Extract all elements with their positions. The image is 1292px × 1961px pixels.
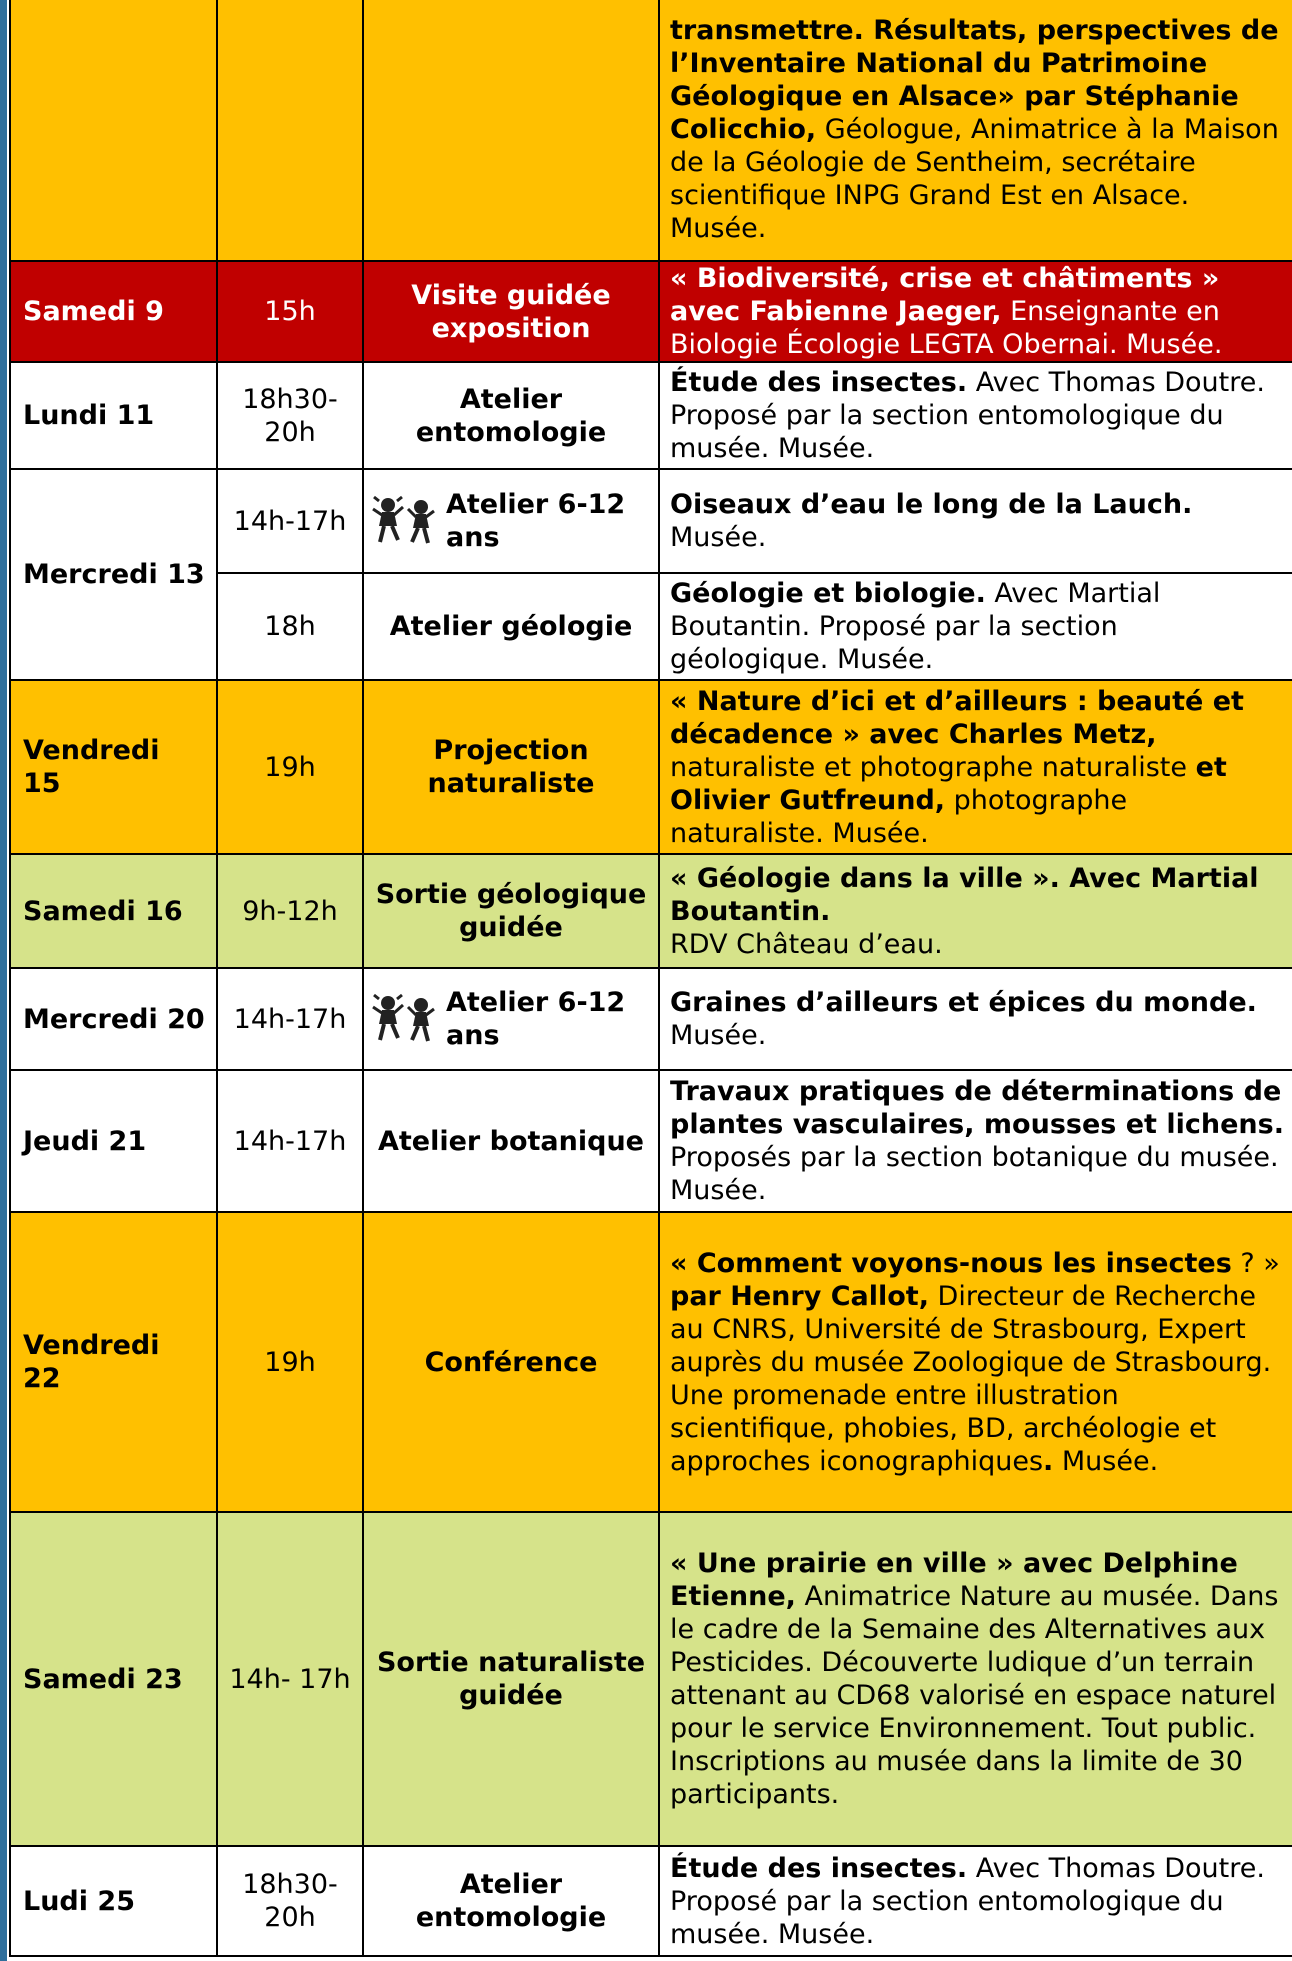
type-cell xyxy=(363,968,659,1070)
left-margin-bar xyxy=(0,0,7,1961)
description-text: naturaliste et photographe naturaliste xyxy=(670,751,1196,783)
description-bold: « Géologie dans la ville ». Avec Martial Boutantin. xyxy=(670,862,1259,927)
day-cell: Ludi 25 xyxy=(10,1846,217,1956)
description-text: Enseignante en Biologie Écologie LEGTA Obernai. Musée. xyxy=(670,296,1223,360)
type-cell: Sortie géologique guidée xyxy=(363,854,659,968)
type-label: Atelier 6-12 ans xyxy=(446,987,626,1051)
description-text-2: photographe naturaliste. Musée. xyxy=(670,784,1128,849)
day-cell: Vendredi 15 xyxy=(10,680,217,854)
description-cell xyxy=(659,469,1292,573)
type-label: Atelier 6-12 ans xyxy=(446,489,626,553)
description-bold: « Comment voyons-nous les insectes xyxy=(670,1247,1232,1279)
description-bold: Graines d’ailleurs et épices du monde. xyxy=(670,987,1257,1018)
time-cell: 14h-17h xyxy=(217,469,363,573)
description-bold: Travaux pratiques de déterminations de plantes vasculaires, mousses et lichens. xyxy=(670,1076,1284,1140)
description-cell xyxy=(659,1846,1292,1956)
type-cell: Atelier géologie xyxy=(363,573,659,680)
table-row xyxy=(10,1512,1292,1846)
table-row xyxy=(10,968,1292,1070)
day-cell: Mercredi 13 xyxy=(10,469,217,680)
description-bold: « Biodiversité, crise et châtiments » avec Fabienne Jaeger, xyxy=(670,263,1220,327)
time-cell xyxy=(217,0,363,261)
time-cell: 14h-17h xyxy=(217,968,363,1070)
day-cell: Jeudi 21 xyxy=(10,1070,217,1212)
description-text-2: Directeur de Recherche au CNRS, Université de Strasbourg, Expert auprès du musée Zoologique de Strasbourg. Une promenade entre illustration scientifique, phobies, BD, archéologie et approches iconographiques xyxy=(670,1280,1272,1477)
type-cell: Projection naturaliste xyxy=(363,680,659,854)
time-cell: 9h-12h xyxy=(217,854,363,968)
description-text: Proposés par la section botanique du musée. Musée. xyxy=(670,1142,1279,1206)
description-bold: « Une prairie en ville » avec Delphine Etienne, xyxy=(670,1548,1238,1612)
description-cell xyxy=(659,680,1292,854)
description-text-3: Musée. xyxy=(1053,1445,1159,1477)
table-row xyxy=(10,854,1292,968)
children-silhouette-icon xyxy=(370,993,442,1045)
description-text: Avec Martial Boutantin. Proposé par la section géologique. Musée. xyxy=(670,578,1161,675)
table-row xyxy=(10,1070,1292,1212)
children-silhouette-icon xyxy=(370,495,442,547)
day-cell: Samedi 23 xyxy=(10,1512,217,1846)
type-cell: Atelier entomologie xyxy=(363,1846,659,1956)
day-cell: Samedi 16 xyxy=(10,854,217,968)
kids-workshop-label xyxy=(370,986,652,1052)
description-text: Animatrice Nature au musée. Dans le cadre de la Semaine des Alternatives aux Pesticides. Découverte ludique d’un terrain attenant au CD68 valorisé en espace naturel pour le service Environnement. Tout public. Inscriptions au musée dans la limite de 30 participants. xyxy=(670,1581,1279,1810)
events-table xyxy=(9,0,1292,1957)
description-bold-2: par Henry Callot, xyxy=(670,1280,929,1312)
time-cell: 19h xyxy=(217,680,363,854)
description-cell xyxy=(659,362,1292,469)
description-cell xyxy=(659,0,1292,261)
description-text: RDV Château d’eau. xyxy=(670,928,943,960)
type-cell xyxy=(363,0,659,261)
time-cell: 18h30-20h xyxy=(217,362,363,469)
type-cell: Sortie naturaliste guidée xyxy=(363,1512,659,1846)
table-row xyxy=(10,1212,1292,1512)
time-cell: 18h xyxy=(217,573,363,680)
description-cell xyxy=(659,854,1292,968)
description-cell xyxy=(659,1070,1292,1212)
description-text: Avec Thomas Doutre. Proposé par la section entomologique du musée. Musée. xyxy=(670,367,1265,464)
type-cell: Visite guidée exposition xyxy=(363,261,659,362)
description-text: Avec Thomas Doutre. Proposé par la section entomologique du musée. Musée. xyxy=(670,1852,1265,1950)
description-bold: Étude des insectes. xyxy=(670,1852,968,1884)
type-cell: Atelier entomologie xyxy=(363,362,659,469)
day-cell: Lundi 11 xyxy=(10,362,217,469)
table-row xyxy=(10,0,1292,261)
description-bold: Géologie et biologie. xyxy=(670,578,986,609)
description-bold: « Nature d’ici et d’ailleurs : beauté et décadence » avec Charles Metz, xyxy=(670,685,1244,750)
day-cell: Samedi 9 xyxy=(10,261,217,362)
description-bold-3: . xyxy=(1043,1445,1054,1477)
table-row xyxy=(10,469,1292,573)
description-text: Musée. xyxy=(670,1020,767,1051)
description-cell xyxy=(659,1512,1292,1846)
description-cell xyxy=(659,1212,1292,1512)
description-bold: Étude des insectes. xyxy=(670,367,968,398)
time-cell: 19h xyxy=(217,1212,363,1512)
time-cell: 14h-17h xyxy=(217,1070,363,1212)
description-cell xyxy=(659,261,1292,362)
table-row xyxy=(10,1846,1292,1956)
description-bold: transmettre. Résultats, perspectives de l’Inventaire National du Patrimoine Géologique en Alsace» par Stéphanie Colicchio, xyxy=(670,14,1279,145)
description-text: Géologue, Animatrice à la Maison de la Géologie de Sentheim, secrétaire scientifique INPG Grand Est en Alsace. Musée. xyxy=(670,113,1279,244)
type-cell: Conférence xyxy=(363,1212,659,1512)
day-cell: Vendredi 22 xyxy=(10,1212,217,1512)
table-row xyxy=(10,680,1292,854)
type-cell: Atelier botanique xyxy=(363,1070,659,1212)
day-cell xyxy=(10,0,217,261)
table-row xyxy=(10,362,1292,469)
table-row xyxy=(10,261,1292,362)
type-cell xyxy=(363,469,659,573)
time-cell: 15h xyxy=(217,261,363,362)
kids-workshop-label xyxy=(370,488,652,554)
time-cell: 14h- 17h xyxy=(217,1512,363,1846)
time-cell: 18h30-20h xyxy=(217,1846,363,1956)
day-cell: Mercredi 20 xyxy=(10,968,217,1070)
description-cell xyxy=(659,968,1292,1070)
description-cell xyxy=(659,573,1292,680)
description-text: Musée. xyxy=(670,522,767,553)
description-text: ? » xyxy=(1231,1247,1280,1279)
description-bold-2: et Olivier Gutfreund, xyxy=(670,751,1227,816)
description-bold: Oiseaux d’eau le long de la Lauch. xyxy=(670,489,1193,520)
